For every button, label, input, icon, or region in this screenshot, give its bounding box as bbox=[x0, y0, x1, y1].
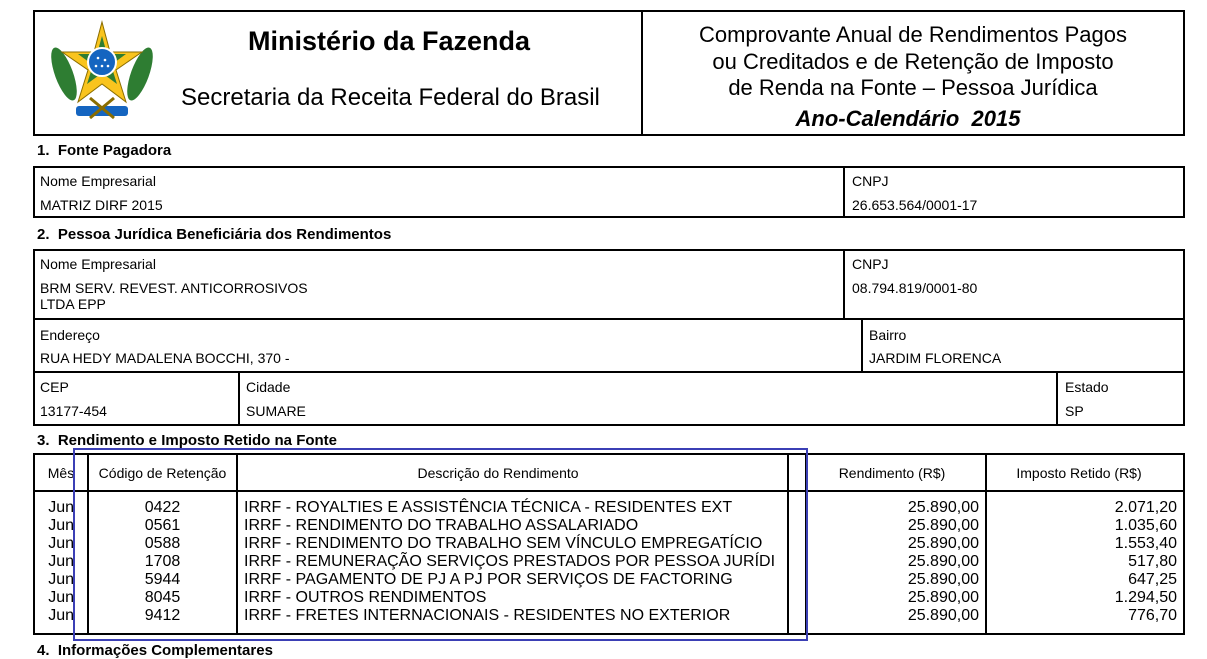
row-code: 9412 bbox=[144, 607, 181, 624]
beneficiary-name-label: Nome Empresarial bbox=[40, 256, 156, 272]
row-description: IRRF - RENDIMENTO DO TRABALHO SEM VÍNCULO EMPREGATÍCIO bbox=[244, 535, 763, 552]
row-income: 25.890,00 bbox=[907, 517, 979, 534]
row-income: 25.890,00 bbox=[907, 589, 979, 606]
row-tax: 1.553,40 bbox=[1114, 535, 1177, 552]
row-code: 5944 bbox=[144, 571, 181, 588]
district-label: Bairro bbox=[869, 327, 907, 343]
section-2-divider-c bbox=[238, 371, 240, 426]
doc-title-line-1: Comprovante Anual de Rendimentos Pagos bbox=[698, 22, 1128, 47]
section-2-title: 2. Pessoa Jurídica Beneficiária dos Rendimentos bbox=[37, 226, 392, 243]
section-2-divider-b bbox=[861, 318, 863, 372]
col-header-tax: Imposto Retido (R$) bbox=[1016, 465, 1142, 481]
coat-of-arms-icon bbox=[46, 18, 158, 126]
row-month: Jun bbox=[48, 499, 74, 516]
row-tax: 647,25 bbox=[1128, 571, 1177, 588]
row-code: 0588 bbox=[144, 535, 181, 552]
section-2-row-divider-1 bbox=[33, 318, 1185, 320]
row-tax: 776,70 bbox=[1128, 607, 1177, 624]
city-value: SUMARE bbox=[246, 403, 306, 419]
row-month: Jun bbox=[48, 517, 74, 534]
row-description: IRRF - OUTROS RENDIMENTOS bbox=[244, 589, 487, 606]
row-tax: 1.035,60 bbox=[1114, 517, 1177, 534]
beneficiary-cnpj-value: 08.794.819/0001-80 bbox=[852, 280, 978, 296]
cep-value: 13177-454 bbox=[40, 403, 107, 419]
row-code: 8045 bbox=[144, 589, 181, 606]
row-description: IRRF - PAGAMENTO DE PJ A PJ POR SERVIÇOS DE FACTORING bbox=[244, 571, 733, 588]
cep-label: CEP bbox=[40, 379, 69, 395]
row-month: Jun bbox=[48, 607, 74, 624]
ministry-title: Ministério da Fazenda bbox=[248, 26, 531, 56]
city-label: Cidade bbox=[246, 379, 291, 395]
section-4-title: 4. Informações Complementares bbox=[37, 642, 273, 659]
state-label: Estado bbox=[1065, 379, 1109, 395]
row-code: 0561 bbox=[144, 517, 181, 534]
row-tax: 1.294,50 bbox=[1114, 589, 1177, 606]
col-header-code: Código de Retenção bbox=[98, 465, 227, 481]
row-code: 0422 bbox=[144, 499, 181, 516]
payer-cnpj-label: CNPJ bbox=[852, 173, 889, 189]
row-income: 25.890,00 bbox=[907, 499, 979, 516]
col-header-month: Mês bbox=[47, 465, 75, 481]
section-1-divider bbox=[843, 166, 845, 218]
address-value: RUA HEDY MADALENA BOCCHI, 370 - bbox=[40, 350, 290, 366]
beneficiary-cnpj-label: CNPJ bbox=[852, 256, 889, 272]
row-tax: 2.071,20 bbox=[1114, 499, 1177, 516]
col-header-income: Rendimento (R$) bbox=[838, 465, 946, 481]
row-description: IRRF - RENDIMENTO DO TRABALHO ASSALARIADO bbox=[244, 517, 639, 534]
row-description: IRRF - FRETES INTERNACIONAIS - RESIDENTES NO EXTERIOR bbox=[244, 607, 731, 624]
row-month: Jun bbox=[48, 571, 74, 588]
row-description: IRRF - REMUNERAÇÃO SERVIÇOS PRESTADOS POR PESSOA JURÍDI bbox=[244, 553, 776, 570]
row-income: 25.890,00 bbox=[907, 607, 979, 624]
section-2-box bbox=[33, 249, 1185, 426]
section-2-divider-d bbox=[1056, 371, 1058, 426]
payer-name-label: Nome Empresarial bbox=[40, 173, 156, 189]
secretariat-title: Secretaria da Receita Federal do Brasil bbox=[181, 84, 600, 111]
state-value: SP bbox=[1065, 403, 1084, 419]
section-3-title: 3. Rendimento e Imposto Retido na Fonte bbox=[37, 432, 338, 449]
section-2-row-divider-2 bbox=[33, 371, 1185, 373]
beneficiary-name-value-1: BRM SERV. REVEST. ANTICORROSIVOS bbox=[40, 280, 308, 296]
row-tax: 517,80 bbox=[1128, 553, 1177, 570]
row-income: 25.890,00 bbox=[907, 571, 979, 588]
row-income: 25.890,00 bbox=[907, 535, 979, 552]
beneficiary-name-value-2: LTDA EPP bbox=[40, 296, 106, 312]
row-description: IRRF - ROYALTIES E ASSISTÊNCIA TÉCNICA - RESIDENTES EXT bbox=[244, 499, 733, 516]
row-income: 25.890,00 bbox=[907, 553, 979, 570]
address-label: Endereço bbox=[40, 327, 100, 343]
district-value: JARDIM FLORENCA bbox=[869, 350, 1002, 366]
selection-highlight bbox=[73, 448, 808, 641]
row-month: Jun bbox=[48, 589, 74, 606]
col-header-description: Descrição do Rendimento bbox=[417, 465, 579, 481]
payer-name-value: MATRIZ DIRF 2015 bbox=[40, 197, 163, 213]
calendar-year: Ano-Calendário 2015 bbox=[795, 106, 1021, 131]
row-month: Jun bbox=[48, 553, 74, 570]
section-2-divider-a bbox=[843, 249, 845, 320]
doc-title-line-2: ou Creditados e de Retenção de Imposto bbox=[712, 49, 1114, 74]
doc-title-line-3: de Renda na Fonte – Pessoa Jurídica bbox=[728, 75, 1098, 100]
payer-cnpj-value: 26.653.564/0001-17 bbox=[852, 197, 978, 213]
section-1-box bbox=[33, 166, 1185, 218]
section-1-title: 1. Fonte Pagadora bbox=[37, 142, 172, 159]
row-month: Jun bbox=[48, 535, 74, 552]
row-code: 1708 bbox=[144, 553, 181, 570]
